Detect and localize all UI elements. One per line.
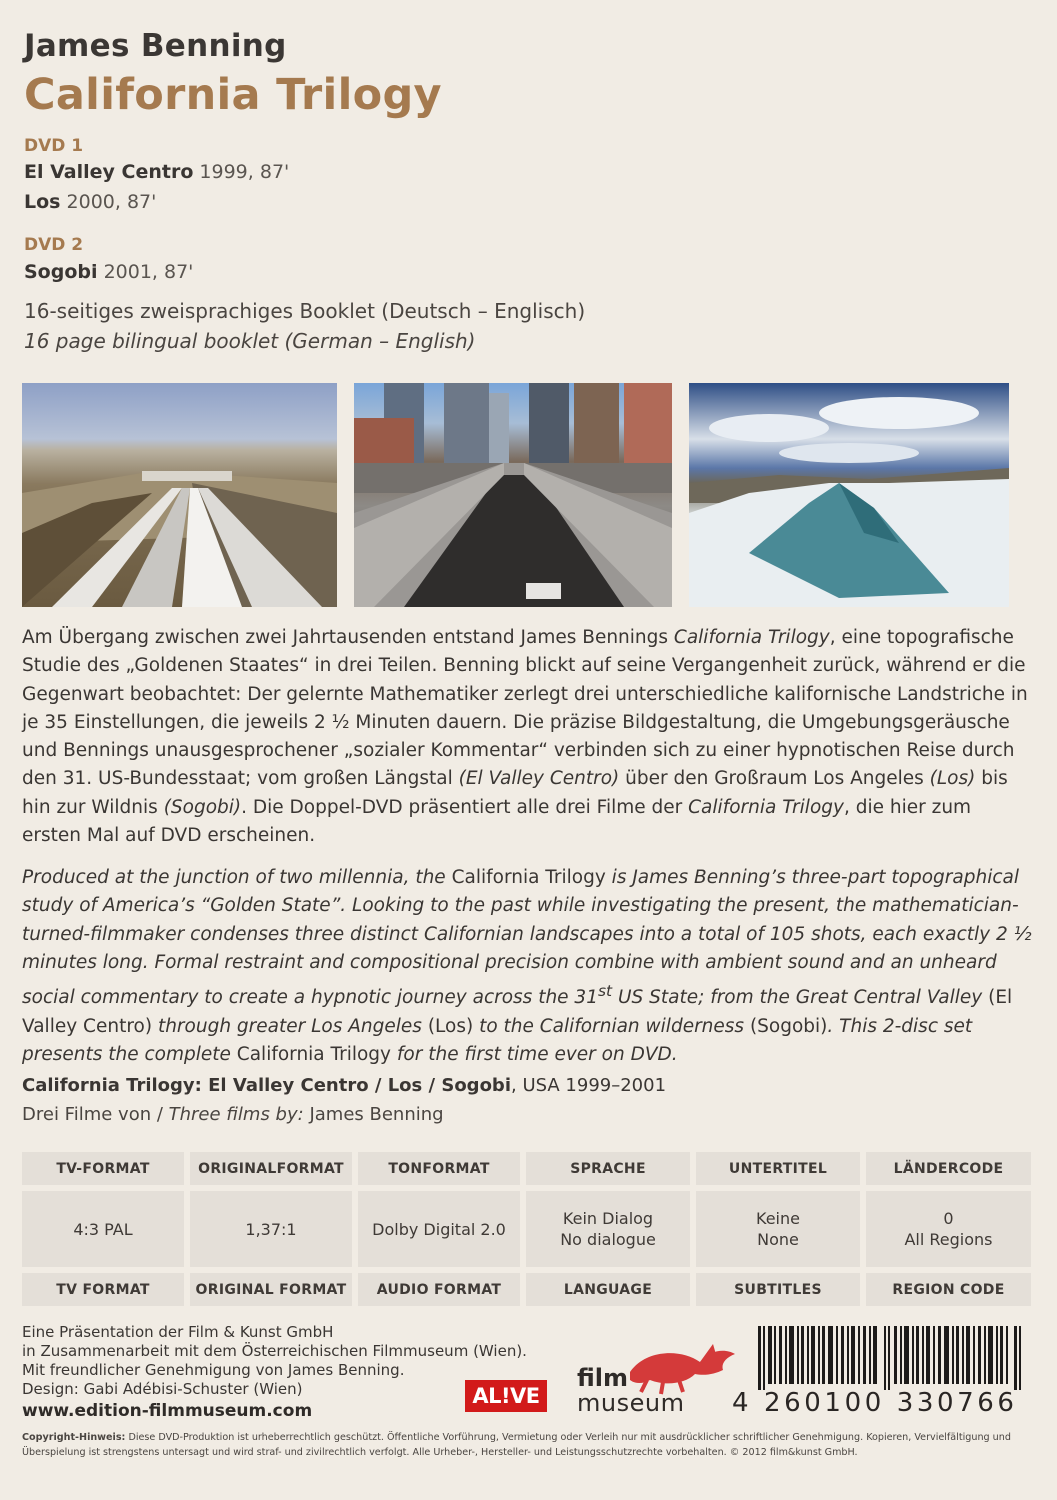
spec-value-line: Kein Dialog (562, 1209, 654, 1228)
spec-header-original-format-en: ORIGINAL FORMAT (190, 1273, 352, 1306)
description-de (22, 624, 1032, 850)
text-italic: Three films by: (168, 1104, 304, 1125)
dvd2-label: DVD 2 (24, 235, 84, 255)
text: . Die Doppel-DVD präsentiert alle drei Filme der (241, 796, 689, 818)
text: . This 2-disc set presents the complete (22, 1015, 973, 1065)
text: über den Großraum Los Angeles (619, 768, 930, 790)
spec-header-tv-format-en: TV FORMAT (22, 1273, 184, 1306)
spec-header-originalformat: ORIGINALFORMAT (190, 1152, 352, 1185)
dvd2-film1 (24, 261, 193, 283)
dvd1-label: DVD 1 (24, 136, 84, 156)
text-italic: California Trilogy (673, 627, 830, 648)
spec-value-untertitel (696, 1191, 860, 1267)
film-title: Los (24, 191, 61, 213)
text: bis hin zur Wildnis (22, 768, 1008, 818)
text: James Benning (303, 1104, 444, 1125)
imprint-line: Mit freundlicher Genehmigung von James Benning. (22, 1361, 405, 1379)
filmmuseum-logo-museum: museum (577, 1389, 685, 1417)
imprint (22, 1323, 527, 1399)
copyright-text: Diese DVD-Produktion ist urheberrechtlich geschützt. Öffentliche Vorführung, Vermietung oder Verleih nur mit ausdrücklicher schriftlicher Genehmigung. Kopieren, Vervielfältigung und Überspielung ist strengstens untersagt und wird straf- und zivilrechtlich verfolgt. Alle Urheber-, Hersteller- und Leistungsschutzrechte vorbehalten. © 2012 film&kunst GmbH. (22, 1432, 1011, 1458)
imprint-line: Design: Gabi Adébisi-Schuster (Wien) (22, 1380, 303, 1398)
spec-header-subtitles-en: SUBTITLES (696, 1273, 860, 1306)
text: Am Übergang zwischen zwei Jahrtausenden entstand James Bennings (22, 627, 674, 648)
website-link[interactable]: www.edition-filmmuseum.com (22, 1401, 313, 1421)
text: , eine topografische Studie des „Goldenen Staates“ in drei Teilen. Benning blickt auf seine Vergangenheit zurück, während er die Gegenwart beobachtet: Der gelernte Mathematiker zerlegt drei unterschiedliche kalifornische Landstriche in je 35 Einstellungen, die jeweils 2 ½ Minuten dauern. Die präzise Bildgestaltung, die Umgebungsgeräusche und Bennings unausgesprochener „sozialer Kommentar“ verbinden sich zu einer hypnotischen Reise durch den 31. US-Bundesstaat; vom großen Längstal (22, 627, 1028, 790)
spec-header-region-code-en: REGION CODE (866, 1273, 1031, 1306)
still-el-valley-centro (22, 383, 337, 607)
text-upright: California Trilogy (451, 867, 606, 888)
spec-header-untertitel: UNTERTITEL (696, 1152, 860, 1185)
dvd1-film2 (24, 191, 156, 213)
spec-value-line: Dolby Digital 2.0 (372, 1219, 506, 1239)
text: for the first time ever on DVD. (391, 1043, 678, 1065)
spec-value-line: 1,37:1 (245, 1219, 297, 1239)
spec-value-tv-format (22, 1191, 184, 1267)
imprint-line: in Zusammenarbeit mit dem Österreichischen Filmmuseum (Wien). (22, 1342, 527, 1360)
spec-value-line: No dialogue (560, 1230, 656, 1249)
filmmuseum-logo-film: film (577, 1364, 629, 1392)
film-meta: 1999, 87' (199, 161, 290, 183)
text: , die hier zum ersten Mal auf DVD erscheinen. (22, 796, 972, 847)
credits-title: California Trilogy: El Valley Centro / Los / Sogobi (22, 1075, 511, 1096)
film-meta: 2001, 87' (103, 261, 194, 283)
spec-header-audio-format-en: AUDIO FORMAT (358, 1273, 520, 1306)
text: through greater Los Angeles (152, 1015, 428, 1037)
text-upright: (Sogobi) (749, 1015, 828, 1037)
dvd1-film1 (24, 161, 289, 183)
text-upright: (El Valley Centro) (22, 987, 1013, 1037)
booklet-info-en: 16 page bilingual booklet (German – English) (24, 329, 476, 353)
spec-value-sprache (526, 1191, 690, 1267)
text-italic: (Los) (929, 768, 976, 790)
text-italic: California Trilogy (688, 796, 844, 818)
product-title: California Trilogy (24, 70, 442, 120)
text-upright: (Los) (427, 1015, 474, 1037)
text: Produced at the junction of two millennia, the (22, 867, 452, 888)
copyright-label: Copyright-Hinweis: (22, 1432, 126, 1443)
spec-value-laendercode (866, 1191, 1031, 1267)
spec-value-line: Keine (756, 1209, 800, 1228)
film-meta: 2000, 87' (66, 191, 157, 213)
spec-header-language-en: LANGUAGE (526, 1273, 690, 1306)
spec-header-tv-format: TV-FORMAT (22, 1152, 184, 1185)
credits-title-line (22, 1075, 666, 1096)
barcode (758, 1326, 1022, 1390)
credits-origin: , USA 1999–2001 (511, 1075, 667, 1096)
text: Drei Filme von / (22, 1104, 169, 1125)
spec-value-originalformat (190, 1191, 352, 1267)
still-sogobi (689, 383, 1009, 607)
spec-value-tonformat (358, 1191, 520, 1267)
film-title: El Valley Centro (24, 161, 194, 183)
film-title: Sogobi (24, 261, 98, 283)
copyright-notice (22, 1430, 1034, 1460)
booklet-info-de: 16-seitiges zweisprachiges Booklet (Deutsch – Englisch) (24, 299, 586, 323)
text: is James Benning’s three-part topographical study of America’s “Golden State”. Looking to the past while investigating the present, the mathematician-turned-filmmaker condenses three distinct Californian landscapes into a total of 105 shots, each exactly 2 ½ minutes long. Formal restraint and compositional precision combine with ambient sound and an unheard social commentary to create a hypnotic journey across the 31 (22, 867, 1032, 1009)
alive-logo: AL!VE (465, 1380, 547, 1412)
spec-value-line: 4:3 PAL (73, 1219, 133, 1239)
text-italic: (El Valley Centro) (458, 768, 620, 790)
spec-header-laendercode: LÄNDERCODE (866, 1152, 1031, 1185)
imprint-line: Eine Präsentation der Film & Kunst GmbH (22, 1323, 334, 1341)
text: to the Californian wilderness (473, 1015, 750, 1037)
still-los (354, 383, 672, 607)
spec-value-line: All Regions (904, 1230, 993, 1249)
text-italic: (Sogobi) (163, 796, 242, 818)
spec-header-tonformat: TONFORMAT (358, 1152, 520, 1185)
description-en (22, 864, 1032, 1069)
text-superscript: st (597, 982, 613, 1001)
barcode-number: 4 260100 330766 (732, 1388, 1018, 1418)
credits-director-line (22, 1104, 444, 1125)
spec-header-sprache: SPRACHE (526, 1152, 690, 1185)
spec-value-line: None (757, 1230, 799, 1249)
text-upright: California Trilogy (236, 1043, 392, 1065)
text: US State; from the Great Central Valley (612, 987, 989, 1009)
director-name: James Benning (24, 28, 287, 64)
spec-value-line: 0 (943, 1209, 954, 1228)
